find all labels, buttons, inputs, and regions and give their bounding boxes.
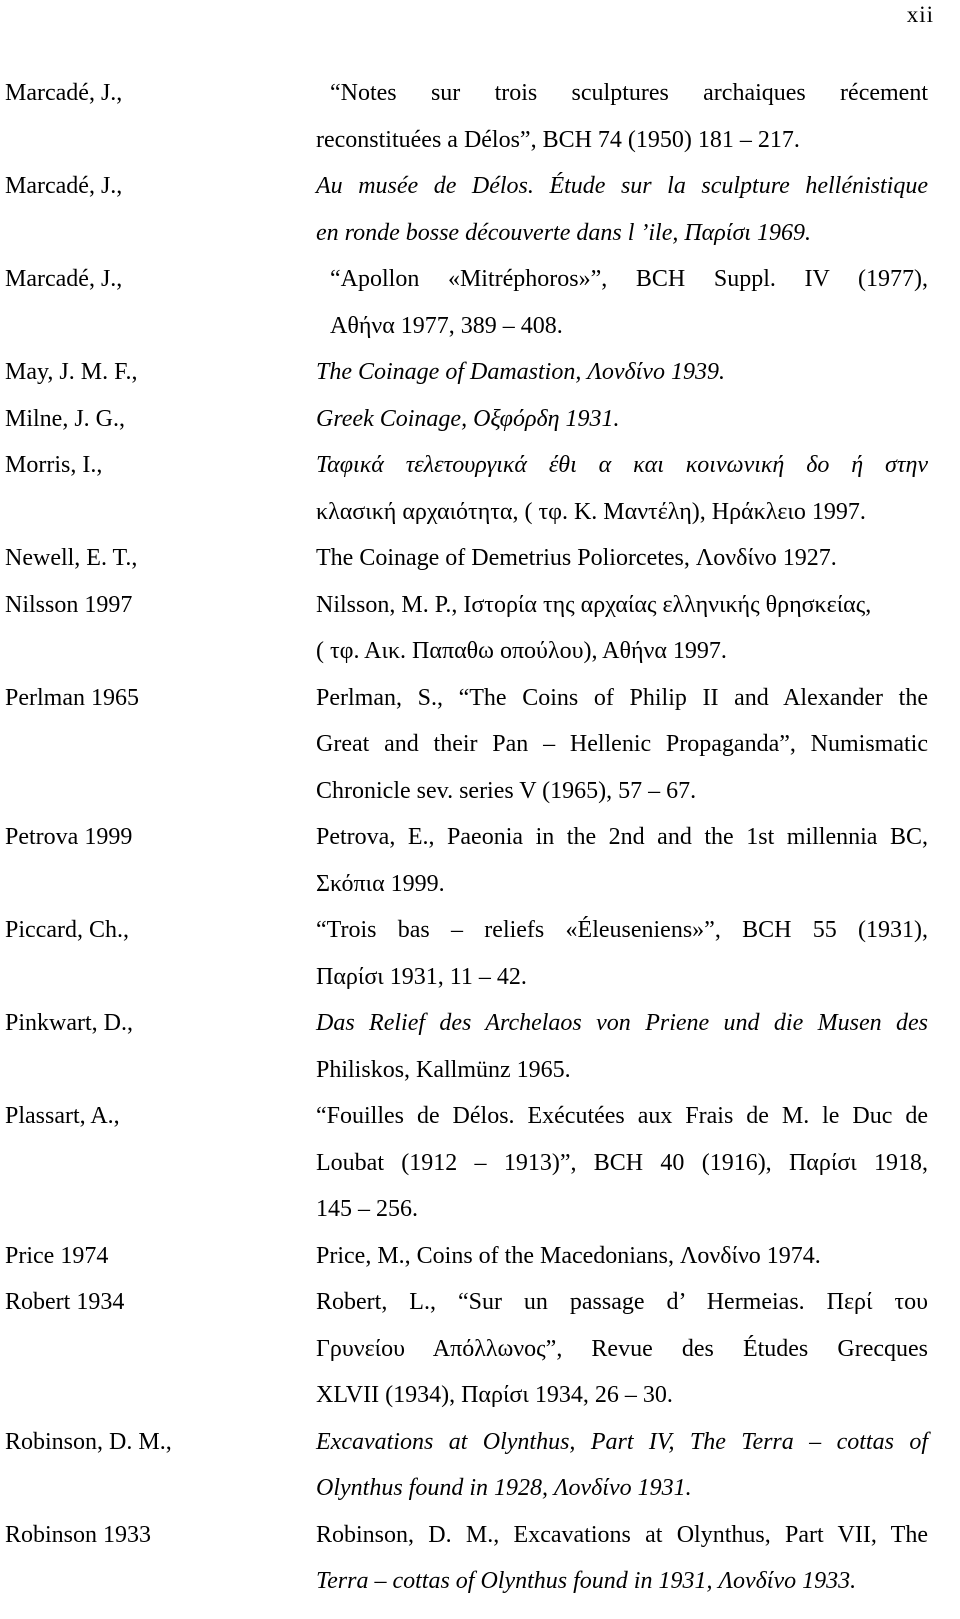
entry-line: Perlman, S., “The Coins of Philip II and Alexander the [316,684,928,711]
entry-reference [316,1279,928,1419]
entry-line: Σκόπια 1999. [316,870,445,897]
entry-line: Chronicle sev. series V (1965), 57 – 67. [316,777,697,804]
bibliography-entry [5,1000,955,1093]
entry-author: Petrova 1999 [5,824,133,850]
entry-line: Philiskos, Kallmünz 1965. [316,1056,571,1083]
entry-line: ( τφ. Αικ. Παπαθω οπούλου), Αθήνα 1997. [316,638,727,664]
page-number: xii [906,2,934,27]
entry-author: Piccard, Ch., [5,917,129,943]
bibliography-entry [5,1512,955,1605]
entry-reference [316,70,928,163]
entry-author: Pinkwart, D., [5,1010,133,1036]
entry-reference [316,1512,928,1605]
entry-line: Παρίσι 1931, 11 – 42. [316,963,527,990]
entry-line: Au musée de Délos. Étude sur la sculpture hellénistique [316,173,928,199]
entry-line: “Notes sur trois sculptures archaiques récement [330,80,928,106]
entry-line: The Coinage of Damastion, Λονδίνο 1939. [316,359,725,385]
bibliography-entry [5,535,955,582]
entry-author: Morris, I., [5,452,103,478]
entry-reference [316,814,928,907]
entry-reference [316,1000,928,1093]
entry-line: Terra – cottas of Olynthus found in 1931, Λονδίνο 1933. [316,1568,857,1594]
bibliography-entry [5,256,955,349]
entry-author: Robert 1934 [5,1289,125,1315]
bibliography-entry [5,396,955,443]
entry-author: Nilsson 1997 [5,591,133,618]
bibliography-entry [5,442,955,535]
bibliography-entry [5,1233,955,1280]
bibliography-list [5,70,955,1605]
bibliography-entry [5,675,955,815]
entry-reference [316,1093,928,1233]
entry-reference [316,256,928,349]
bibliography-entry [5,349,955,396]
entry-reference [316,675,928,815]
entry-reference [316,163,928,256]
entry-author: Milne, J. G., [5,405,125,432]
entry-line: Robert, L., “Sur un passage d’ Hermeias. Περί του [316,1289,928,1315]
entry-line: Loubat (1912 – 1913)”, BCH 40 (1916), Παρίσι 1918, [316,1149,928,1176]
entry-reference [316,907,928,1000]
entry-line: “Apollon «Mitréphoros»”, BCH Suppl. IV (1977), [330,266,928,292]
entry-reference [316,1233,928,1280]
entry-author: Robinson 1933 [5,1521,152,1548]
entry-line: “Fouilles de Délos. Exécutées aux Frais de M. le Duc de [316,1103,928,1129]
entry-line: XLVII (1934), Παρίσι 1934, 26 – 30. [316,1382,673,1408]
entry-author: Marcadé, J., [5,173,123,199]
entry-author: Price 1974 [5,1242,109,1269]
bibliography-entry [5,1419,955,1512]
entry-author: Newell, E. T., [5,545,138,571]
entry-line: Greek Coinage, Οξφόρδη 1931. [316,405,620,432]
entry-line: Das Relief des Archelaos von Priene und die Musen des [316,1010,928,1036]
entry-reference [316,582,928,675]
entry-line: Αθήνα 1977, 389 – 408. [330,312,563,339]
entry-line: κλασική αρχαιότητα, ( τφ. Κ. Μαντέλη), Ηράκλειο 1997. [316,498,866,525]
bibliography-entry [5,582,955,675]
bibliography-entry [5,1093,955,1233]
entry-line: Petrova, E., Paeonia in the 2nd and the 1st millennia BC, [316,824,928,850]
bibliography-entry [5,814,955,907]
entry-reference [316,442,928,535]
entry-line: “Trois bas – reliefs «Éleuseniens»”, BCH 55 (1931), [316,917,928,943]
entry-reference [316,349,928,396]
entry-reference [316,535,928,582]
entry-line: Nilsson, M. P., Ιστορία της αρχαίας ελληνικής θρησκείας, [316,591,872,618]
entry-line: Γρυνείου Απόλλωνος”, Revue des Études Grecques [316,1335,928,1362]
entry-author: Marcadé, J., [5,266,123,292]
entry-line: Olynthus found in 1928, Λονδίνο 1931. [316,1475,692,1501]
entry-line: Ταφικά τελετουργικά έθι α και κοινωνική δο ή στην [316,452,928,478]
entry-line: en ronde bosse découverte dans l ’ile, Παρίσι 1969. [316,219,811,246]
entry-author: Robinson, D. M., [5,1428,172,1455]
entry-reference [316,396,928,443]
entry-line: Robinson, D. M., Excavations at Olynthus, Part VII, The [316,1521,928,1548]
entry-line: reconstituées a Délos”, BCH 74 (1950) 181 – 217. [316,126,800,153]
entry-line: Excavations at Olynthus, Part IV, The Terra – cottas of [316,1428,928,1455]
entry-line: Great and their Pan – Hellenic Propaganda”, Numismatic [316,731,928,757]
entry-reference [316,1419,928,1512]
bibliography-entry [5,1279,955,1419]
entry-author: Marcadé, J., [5,80,123,106]
entry-line: The Coinage of Demetrius Poliorcetes, Λονδίνο 1927. [316,545,837,571]
entry-line: 145 – 256. [316,1196,418,1222]
entry-author: Perlman 1965 [5,684,139,711]
entry-line: Price, M., Coins of the Macedonians, Λονδίνο 1974. [316,1242,821,1269]
bibliography-entry [5,907,955,1000]
bibliography-entry [5,163,955,256]
entry-author: Plassart, A., [5,1103,120,1129]
entry-author: May, J. M. F., [5,359,138,385]
bibliography-entry [5,70,955,163]
